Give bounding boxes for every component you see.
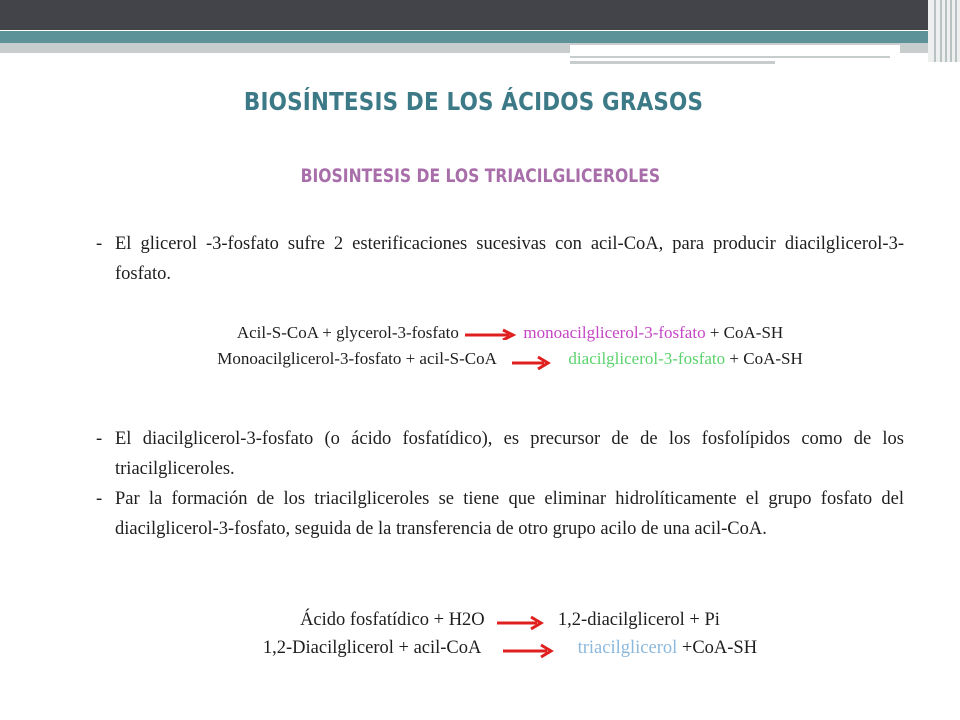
slide-subtitle: BIOSINTESIS DE LOS TRIACILGLICEROLES xyxy=(300,165,661,187)
header-dark-bar xyxy=(0,0,928,30)
reaction-line-4 xyxy=(0,634,960,662)
paragraph-phosphatidic-acid xyxy=(96,424,904,484)
slide-title: BIOSÍNTESIS DE LOS ÁCIDOS GRASOS xyxy=(243,87,704,116)
reaction-block-1 xyxy=(0,320,960,372)
reaction-reactants: Ácido fosfatídico + H2O xyxy=(300,610,485,630)
reaction-byproduct: +CoA-SH xyxy=(681,638,758,658)
reaction-arrow-icon xyxy=(510,350,554,370)
reaction-line-3 xyxy=(0,606,960,634)
reaction-byproduct: + CoA-SH xyxy=(729,349,803,368)
reaction-product: 1,2-diacilglicerol + Pi xyxy=(557,610,720,630)
paragraph-text: El glicerol -3-fosfato sufre 2 esterificaciones sucesivas con acil-CoA, para producir diacilglicerol-3-fosfato. xyxy=(115,234,904,284)
reaction-arrow-icon xyxy=(501,639,557,659)
bullet-marker: - xyxy=(96,234,103,254)
bullet-marker: - xyxy=(96,489,103,509)
reaction-arrow-icon xyxy=(495,611,547,631)
reaction-reactants: 1,2-Diacilglicerol + acil-CoA xyxy=(262,638,481,658)
paragraph-esterification xyxy=(96,229,904,289)
header-stripes xyxy=(928,0,960,62)
reaction-byproduct: + CoA-SH xyxy=(709,323,784,342)
reaction-product: diacilglicerol-3-fosfato xyxy=(568,349,726,368)
reaction-line-2 xyxy=(0,346,960,372)
header-teal-band xyxy=(0,31,928,43)
paragraph-triacylglycerol-formation xyxy=(96,484,904,544)
reaction-block-2 xyxy=(0,606,960,662)
header-accent-line xyxy=(570,56,890,58)
header-accent-line-short xyxy=(570,61,775,64)
bullet-marker: - xyxy=(96,429,103,449)
reaction-reactants: Acil-S-CoA + glycerol-3-fosfato xyxy=(236,323,459,342)
reaction-product: monoacilglicerol-3-fosfato xyxy=(523,323,706,342)
reaction-product: triacilglicerol xyxy=(577,638,678,658)
paragraph-text: Par la formación de los triacilgliceroles se tiene que eliminar hidrolíticamente el grupo fosfato del diacilglicerol-3-fosfato, seguida de la transferencia de otro grupo acilo de una acil-CoA. xyxy=(115,489,904,539)
paragraph-text: El diacilglicerol-3-fosfato (o ácido fosfatídico), es precursor de de los fosfolípidos como de los triacilgliceroles. xyxy=(115,429,904,479)
reaction-line-1 xyxy=(0,320,960,346)
reaction-reactants: Monoacilglicerol-3-fosfato + acil-S-CoA xyxy=(217,349,496,368)
header-gap xyxy=(570,45,900,53)
reaction-arrow-icon xyxy=(463,328,519,340)
